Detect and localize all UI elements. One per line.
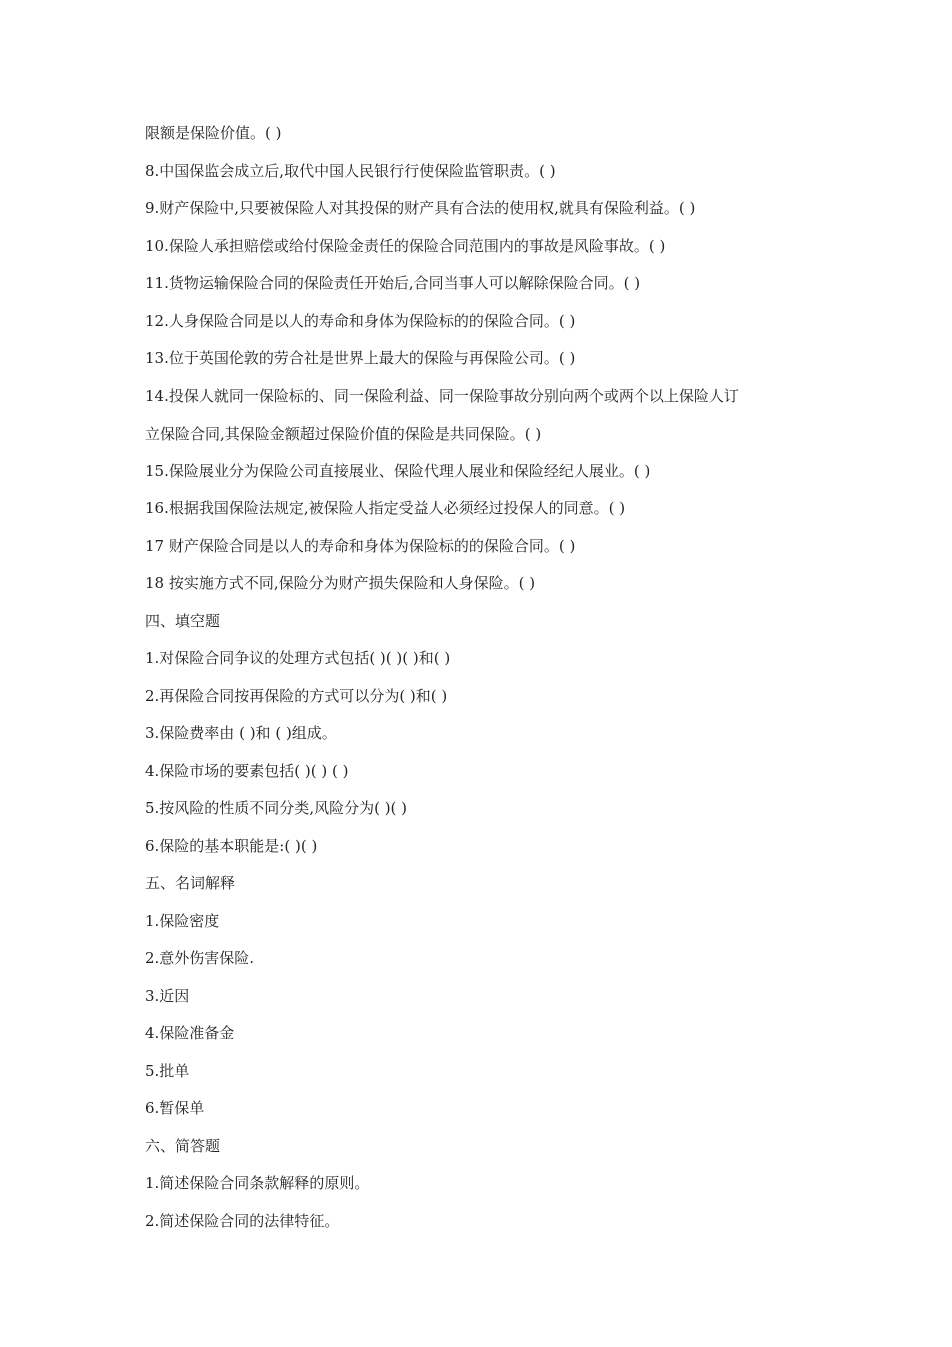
fill-blank-item-2: 2.再保险合同按再保险的方式可以分为( )和( )	[145, 687, 448, 705]
fill-blank-item-1: 1.对保险合同争议的处理方式包括( )( )( )和( )	[145, 649, 451, 667]
true-false-item-16: 16.根据我国保险法规定,被保险人指定受益人必须经过投保人的同意。( )	[145, 499, 626, 517]
fill-blank-item-5: 5.按风险的性质不同分类,风险分为( )( )	[145, 799, 408, 817]
true-false-item-14-continuation: 立保险合同,其保险金额超过保险价值的保险是共同保险。( )	[145, 425, 542, 443]
fill-blank-item-4: 4.保险市场的要素包括( )( ) ( )	[145, 762, 349, 780]
term-item-6: 6.暂保单	[145, 1099, 205, 1117]
section-heading-fill-blank: 四、填空题	[145, 612, 221, 630]
term-item-2: 2.意外伤害保险.	[145, 949, 255, 967]
term-item-3: 3.近因	[145, 987, 190, 1005]
true-false-item-17: 17 财产保险合同是以人的寿命和身体为保险标的的保险合同。( )	[145, 537, 576, 555]
true-false-item-18: 18 按实施方式不同,保险分为财产损失保险和人身保险。( )	[145, 574, 536, 592]
fill-blank-item-6: 6.保险的基本职能是:( )( )	[145, 837, 318, 855]
term-item-1: 1.保险密度	[145, 912, 220, 930]
true-false-item-14: 14.投保人就同一保险标的、同一保险利益、同一保险事故分别向两个或两个以上保险人订	[145, 387, 739, 405]
true-false-item-10: 10.保险人承担赔偿或给付保险金责任的保险合同范围内的事故是风险事故。( )	[145, 237, 666, 255]
fill-blank-item-3: 3.保险费率由 ( )和 ( )组成。	[145, 724, 337, 742]
section-heading-terms: 五、名词解释	[145, 874, 236, 892]
term-item-5: 5.批单	[145, 1062, 190, 1080]
true-false-item-13: 13.位于英国伦敦的劳合社是世界上最大的保险与再保险公司。( )	[145, 349, 576, 367]
true-false-item-11: 11.货物运输保险合同的保险责任开始后,合同当事人可以解除保险合同。( )	[145, 274, 641, 292]
true-false-item-12: 12.人身保险合同是以人的寿命和身体为保险标的的保险合同。( )	[145, 312, 576, 330]
section-heading-short-answer: 六、简答题	[145, 1137, 221, 1155]
true-false-item-8: 8.中国保监会成立后,取代中国人民银行行使保险监管职责。( )	[145, 162, 556, 180]
true-false-item-15: 15.保险展业分为保险公司直接展业、保险代理人展业和保险经纪人展业。( )	[145, 462, 651, 480]
short-answer-item-1: 1.简述保险合同条款解释的原则。	[145, 1174, 370, 1192]
short-answer-item-2: 2.简述保险合同的法律特征。	[145, 1212, 340, 1230]
true-false-item-9: 9.财产保险中,只要被保险人对其投保的财产具有合法的使用权,就具有保险利益。( )	[145, 199, 696, 217]
term-item-4: 4.保险准备金	[145, 1024, 235, 1042]
text-line-continuation: 限额是保险价值。( )	[145, 124, 282, 142]
